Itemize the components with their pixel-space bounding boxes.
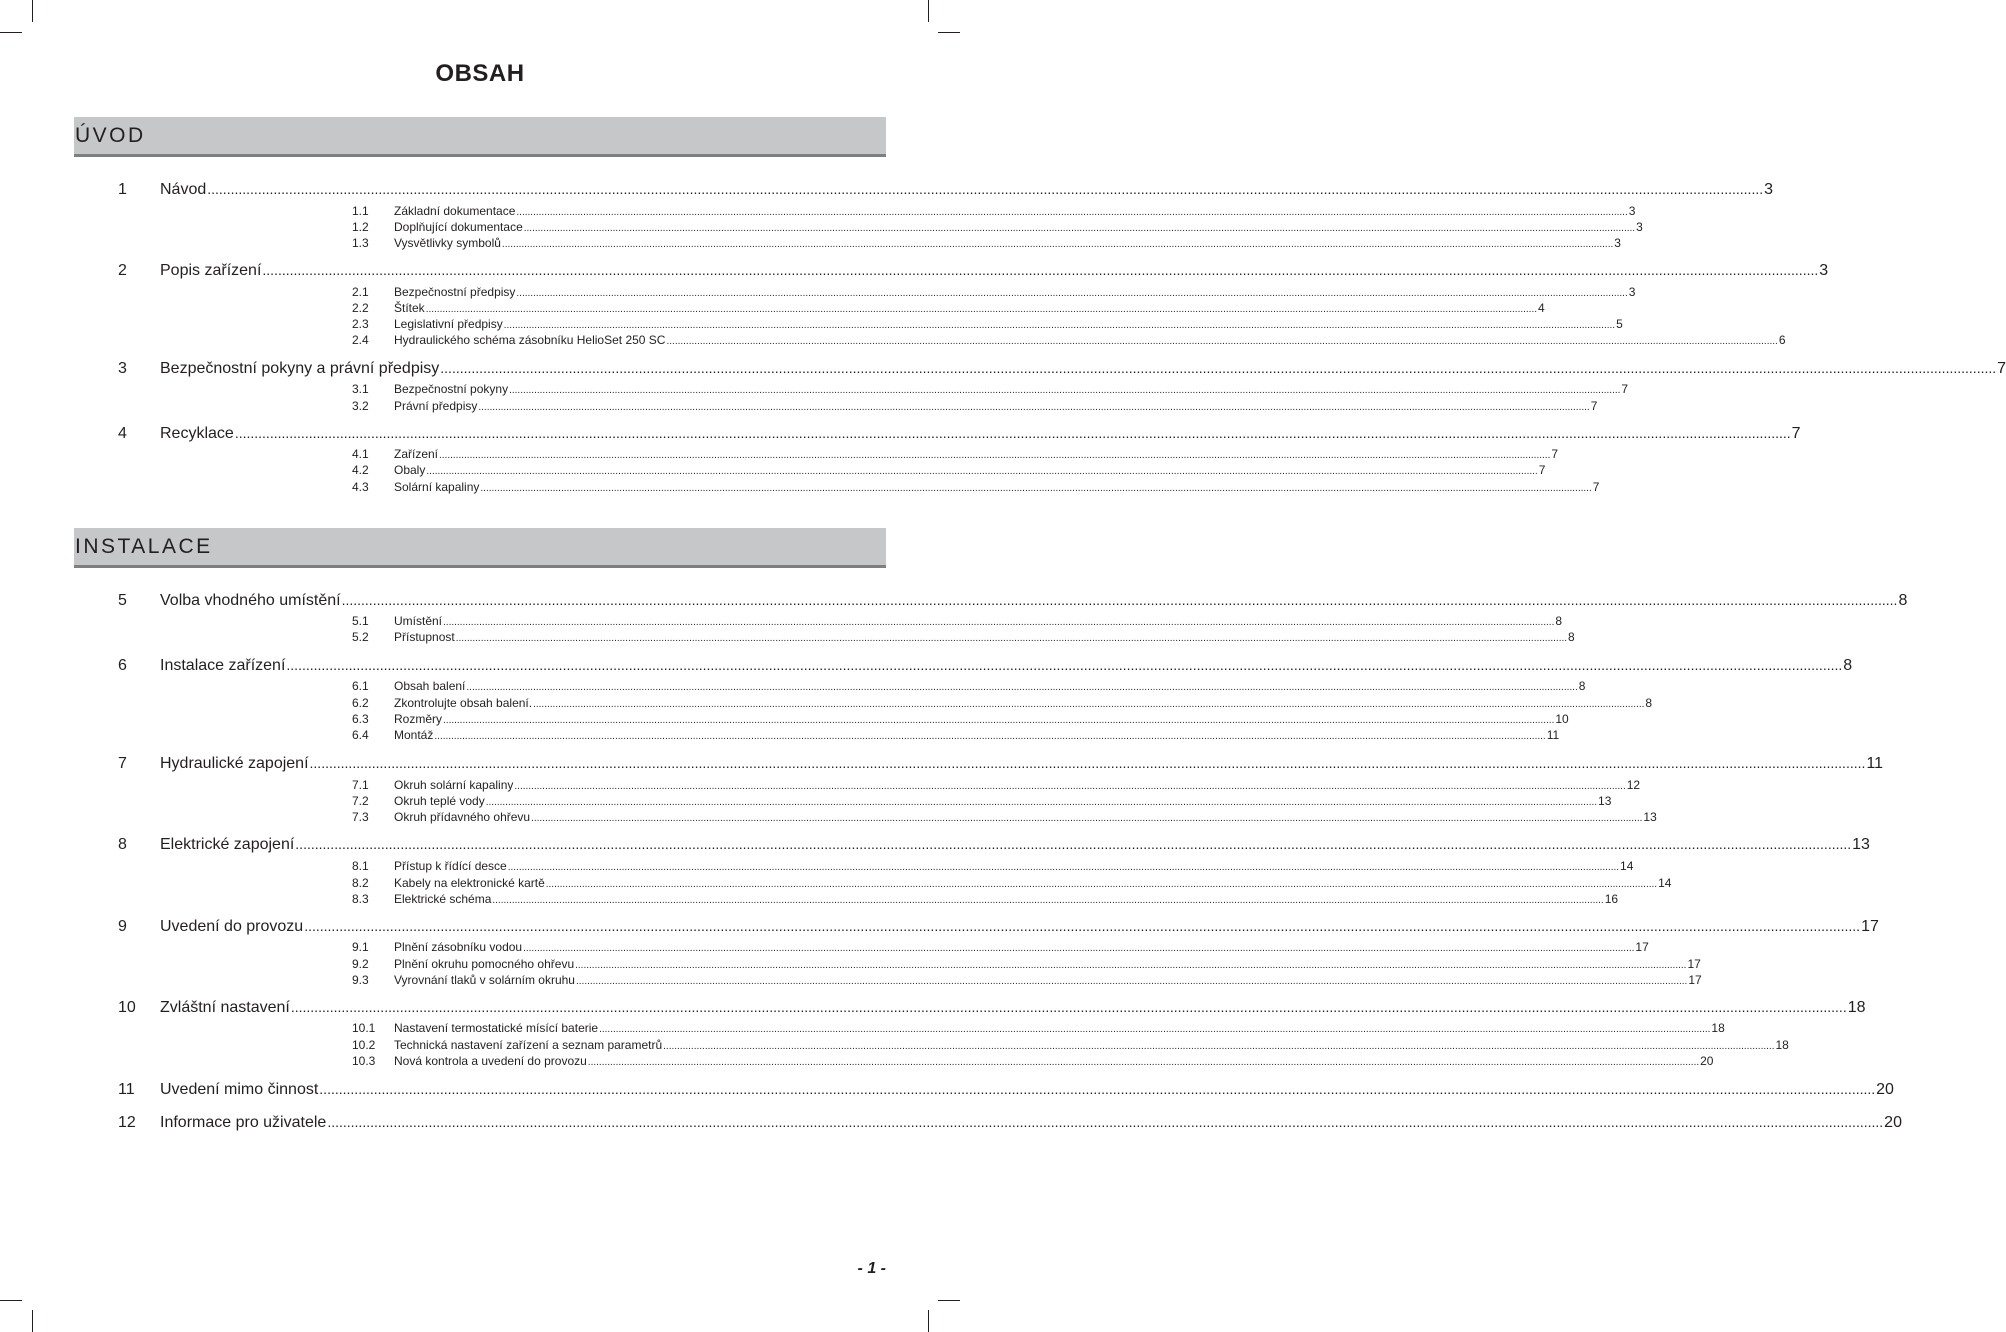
toc-subentry[interactable]: [352, 462, 1546, 478]
toc-entry-number: 6: [118, 657, 127, 674]
toc-subentry[interactable]: [352, 1037, 1789, 1053]
toc-subentry-label: Nová kontrola a uvedení do provozu: [394, 1054, 587, 1068]
toc-entry-page: 20: [1876, 1081, 1894, 1098]
toc-subentry-label: Solární kapaliny: [394, 480, 480, 494]
toc-subentry-number: 1.2: [352, 220, 369, 234]
dot-leader: ................................................................................................................................................................................................................................................................................................................................................................................................................: [531, 813, 1643, 824]
dot-leader: ................................................................................................................................................................................................................................................................................................................................................................................................................: [575, 960, 1687, 971]
toc-subentry[interactable]: [352, 235, 1621, 251]
toc-subentry-label: Plnění okruhu pomocného ohřevu: [394, 957, 575, 971]
toc-entry-page: 7: [1791, 425, 1801, 442]
toc-subentry-label: Zařízení: [394, 447, 439, 461]
toc-subentry-page: 4: [1538, 301, 1545, 315]
dot-leader: ................................................................................................................................................................................................................................................................................................................................................................................................................: [587, 1057, 1700, 1068]
toc-subentry-page: 3: [1614, 236, 1621, 250]
toc-entry-label: Recyklace: [160, 425, 234, 442]
dot-leader: ................................................................................................................................................................................................................................................................................................................................................................................................................: [666, 336, 1778, 347]
toc-subentry-label: Zkontrolujte obsah balení.: [394, 696, 533, 710]
toc-entry-page: 8: [1898, 592, 1908, 609]
dot-leader: ................................................................................................................................................................................................................................................................................................................................................................................................................: [503, 320, 1616, 331]
toc-subentry-label: Bezpečnostní pokyny: [394, 382, 509, 396]
toc-entry-label: Instalace zařízení: [160, 657, 286, 674]
toc-entry-number: 3: [118, 360, 127, 377]
toc-subentry[interactable]: [352, 858, 1634, 874]
toc-entry[interactable]: [118, 916, 1879, 936]
toc-entry-number: 10: [118, 999, 136, 1016]
toc-subentry-page: 7: [1551, 447, 1559, 461]
toc-subentry-label: Technická nastavení zařízení a seznam parametrů: [394, 1038, 663, 1052]
toc-subentry-label: Rozměry: [394, 712, 443, 726]
crop-mark: [0, 32, 22, 33]
toc-entry-page: 20: [1884, 1114, 1902, 1131]
toc-subentry-number: 8.3: [352, 892, 369, 906]
toc-subentry[interactable]: [352, 398, 1598, 414]
toc-subentry-label: Bezpečnostní předpisy: [394, 285, 516, 299]
toc-entry[interactable]: [118, 260, 1829, 280]
toc-subentry-label: Kabely na elektronické kartě: [394, 876, 545, 890]
dot-leader: ................................................................................................................................................................................................................................................................................................................................................................................................................: [516, 207, 1628, 218]
toc-subentry-label: Okruh přídavného ohřevu: [394, 810, 531, 824]
toc-subentry-number: 8.1: [352, 859, 369, 873]
crop-mark: [928, 1310, 929, 1332]
toc-subentry[interactable]: [352, 939, 1649, 955]
dot-leader: ................................................................................................................................................................................................................................................................................................................................................................................................................: [516, 288, 1628, 299]
toc-subentry-number: 4.2: [352, 463, 369, 477]
crop-mark: [928, 0, 929, 22]
toc-subentry[interactable]: [352, 695, 1653, 711]
toc-entry-page: 7: [1997, 360, 2006, 377]
toc-subentry-page: 8: [1578, 679, 1586, 693]
toc-subentry-page: 18: [1711, 1021, 1725, 1035]
toc-entry-number: 8: [118, 836, 127, 853]
dot-leader: ................................................................................................................................................................................................................................................................................................................................................................................................................: [327, 1114, 1884, 1130]
toc-subentry[interactable]: [352, 381, 1629, 397]
toc-entry-label: Volba vhodného umístění: [160, 592, 341, 609]
toc-subentry-number: 6.2: [352, 696, 369, 710]
toc-subentry-number: 5.1: [352, 614, 369, 628]
crop-mark: [32, 1310, 33, 1332]
toc-subentry-number: 2.4: [352, 333, 369, 347]
toc-subentry-page: 17: [1635, 940, 1649, 954]
toc-subentry-page: 7: [1592, 480, 1600, 494]
toc-subentry-number: 9.1: [352, 940, 369, 954]
toc-subentry-number: 10.2: [352, 1038, 376, 1052]
toc-subentry-page: 10: [1555, 712, 1569, 726]
dot-leader: ................................................................................................................................................................................................................................................................................................................................................................................................................: [492, 895, 1604, 906]
toc-subentry-number: 2.3: [352, 317, 369, 331]
toc-subentry[interactable]: [352, 219, 1643, 235]
toc-subentry-label: Přístupnost: [394, 630, 455, 644]
section-heading: INSTALACE: [75, 535, 213, 558]
toc-entry-number: 12: [118, 1114, 136, 1131]
dot-leader: ................................................................................................................................................................................................................................................................................................................................................................................................................: [501, 239, 1614, 250]
toc-subentry-label: Doplňující dokumentace: [394, 220, 523, 234]
toc-subentry-label: Základní dokumentace: [394, 204, 516, 218]
toc-entry-number: 4: [118, 425, 127, 442]
toc-subentry-label: Vysvětlivky symbolů: [394, 236, 501, 250]
toc-entry-number: 2: [118, 262, 127, 279]
dot-leader: ................................................................................................................................................................................................................................................................................................................................................................................................................: [319, 1081, 1876, 1097]
toc-subentry-label: Montáž: [394, 728, 434, 742]
toc-subentry[interactable]: [352, 203, 1636, 219]
toc-subentry-number: 7.3: [352, 810, 369, 824]
toc-subentry-number: 9.3: [352, 973, 369, 987]
dot-leader: ................................................................................................................................................................................................................................................................................................................................................................................................................: [425, 304, 1538, 315]
dot-leader: ................................................................................................................................................................................................................................................................................................................................................................................................................: [514, 781, 1626, 792]
page-number: - 1 -: [857, 1260, 886, 1277]
toc-subentry-page: 13: [1643, 810, 1657, 824]
toc-subentry-page: 20: [1700, 1054, 1714, 1068]
toc-subentry-number: 2.2: [352, 301, 369, 315]
toc-subentry-number: 6.3: [352, 712, 369, 726]
toc-subentry[interactable]: [352, 956, 1701, 972]
dot-leader: ................................................................................................................................................................................................................................................................................................................................................................................................................: [485, 797, 1598, 808]
toc-subentry-number: 7.2: [352, 794, 369, 808]
toc-entry-page: 13: [1852, 836, 1870, 853]
section-heading: ÚVOD: [75, 124, 146, 147]
toc-subentry[interactable]: [352, 1020, 1725, 1036]
toc-subentry-page: 7: [1538, 463, 1546, 477]
toc-entry[interactable]: [118, 655, 1853, 675]
toc-entry-page: 3: [1819, 262, 1829, 279]
toc-entry[interactable]: [118, 1112, 1902, 1132]
toc-subentry-page: 8: [1555, 614, 1563, 628]
dot-leader: ................................................................................................................................................................................................................................................................................................................................................................................................................: [478, 402, 1590, 413]
toc-subentry-number: 7.1: [352, 778, 369, 792]
toc-subentry[interactable]: [352, 629, 1575, 645]
page-title: OBSAH: [435, 60, 525, 87]
toc-subentry-page: 17: [1688, 973, 1702, 987]
toc-subentry-page: 12: [1626, 778, 1641, 792]
toc-subentry-page: 8: [1645, 696, 1653, 710]
dot-leader: ................................................................................................................................................................................................................................................................................................................................................................................................................: [434, 731, 1546, 742]
toc-subentry[interactable]: [352, 809, 1657, 825]
toc-entry-number: 11: [118, 1081, 135, 1098]
toc-entry-page: 18: [1847, 999, 1866, 1016]
toc-subentry[interactable]: [352, 793, 1612, 809]
toc-subentry-page: 14: [1658, 876, 1672, 890]
section-band: [74, 117, 886, 157]
toc-subentry[interactable]: [352, 284, 1636, 300]
toc-subentry-page: 3: [1628, 204, 1636, 218]
dot-leader: ................................................................................................................................................................................................................................................................................................................................................................................................................: [545, 879, 1658, 890]
dot-leader: ................................................................................................................................................................................................................................................................................................................................................................................................................: [480, 483, 1592, 494]
toc-subentry[interactable]: [352, 875, 1672, 891]
toc-subentry-page: 13: [1598, 794, 1612, 808]
toc-subentry-page: 3: [1628, 285, 1636, 299]
toc-entry-label: Bezpečnostní pokyny a právní předpisy: [160, 360, 440, 377]
toc-subentry-label: Plnění zásobníku vodou: [394, 940, 523, 954]
toc-subentry-label: Obsah balení: [394, 679, 466, 693]
toc-entry-label: Hydraulické zapojení: [160, 755, 309, 772]
dot-leader: ................................................................................................................................................................................................................................................................................................................................................................................................................: [440, 360, 1997, 376]
toc-subentry-label: Obaly: [394, 463, 426, 477]
toc-subentry-page: 7: [1590, 399, 1598, 413]
toc-subentry-label: Vyrovnání tlaků v solárním okruhu: [394, 973, 575, 987]
toc-subentry[interactable]: [352, 613, 1563, 629]
dot-leader: ................................................................................................................................................................................................................................................................................................................................................................................................................: [207, 181, 1764, 197]
toc-subentry-label: Okruh solární kapaliny: [394, 778, 514, 792]
toc-entry-label: Informace pro uživatele: [160, 1114, 327, 1131]
toc-subentry[interactable]: [352, 1053, 1714, 1069]
dot-leader: ................................................................................................................................................................................................................................................................................................................................................................................................................: [509, 385, 1621, 396]
toc-entry[interactable]: [118, 423, 1801, 443]
dot-leader: ................................................................................................................................................................................................................................................................................................................................................................................................................: [663, 1041, 1775, 1052]
dot-leader: ................................................................................................................................................................................................................................................................................................................................................................................................................: [262, 262, 1819, 278]
toc-subentry[interactable]: [352, 727, 1560, 743]
dot-leader: ................................................................................................................................................................................................................................................................................................................................................................................................................: [426, 466, 1538, 477]
toc-subentry-number: 4.1: [352, 447, 369, 461]
toc-entry[interactable]: [118, 753, 1883, 773]
toc-subentry-label: Umístění: [394, 614, 443, 628]
dot-leader: ................................................................................................................................................................................................................................................................................................................................................................................................................: [533, 699, 1645, 710]
toc-entry-label: Návod: [160, 181, 207, 198]
toc-entry-number: 9: [118, 918, 127, 935]
toc-subentry-label: Nastavení termostatické mísící baterie: [394, 1021, 599, 1035]
dot-leader: ................................................................................................................................................................................................................................................................................................................................................................................................................: [523, 223, 1636, 234]
crop-mark: [938, 1300, 960, 1301]
crop-mark: [32, 0, 33, 22]
toc-subentry-number: 6.4: [352, 728, 369, 742]
toc-subentry[interactable]: [352, 678, 1586, 694]
toc-subentry[interactable]: [352, 332, 1786, 348]
toc-entry[interactable]: [118, 590, 1908, 610]
dot-leader: ................................................................................................................................................................................................................................................................................................................................................................................................................: [309, 755, 1866, 771]
dot-leader: ................................................................................................................................................................................................................................................................................................................................................................................................................: [575, 976, 1688, 987]
dot-leader: ................................................................................................................................................................................................................................................................................................................................................................................................................: [507, 862, 1620, 873]
toc-subentry[interactable]: [352, 891, 1619, 907]
crop-mark: [0, 1300, 22, 1301]
toc-entry-number: 5: [118, 592, 127, 609]
toc-subentry-page: 18: [1775, 1038, 1789, 1052]
section-band: [74, 528, 886, 568]
dot-leader: ................................................................................................................................................................................................................................................................................................................................................................................................................: [439, 450, 1551, 461]
toc-subentry-number: 5.2: [352, 630, 369, 644]
toc-subentry-page: 5: [1616, 317, 1623, 331]
toc-subentry-page: 17: [1687, 957, 1701, 971]
toc-entry-page: 11: [1866, 755, 1883, 772]
toc-subentry[interactable]: [352, 446, 1559, 462]
toc-subentry[interactable]: [352, 479, 1600, 495]
toc-entry-number: 7: [118, 755, 127, 772]
toc-subentry-label: Elektrické schéma: [394, 892, 492, 906]
toc-subentry-page: 7: [1621, 382, 1629, 396]
toc-entry-label: Elektrické zapojení: [160, 836, 295, 853]
toc-subentry-label: Okruh teplé vody: [394, 794, 485, 808]
dot-leader: ................................................................................................................................................................................................................................................................................................................................................................................................................: [443, 715, 1555, 726]
toc-entry[interactable]: [118, 997, 1866, 1017]
dot-leader: ................................................................................................................................................................................................................................................................................................................................................................................................................: [234, 425, 1791, 441]
toc-subentry-number: 6.1: [352, 679, 369, 693]
toc-subentry-number: 4.3: [352, 480, 369, 494]
toc-entry-number: 1: [118, 181, 127, 198]
toc-subentry-number: 8.2: [352, 876, 369, 890]
toc-entry-page: 3: [1764, 181, 1774, 198]
toc-subentry-label: Legislativní předpisy: [394, 317, 503, 331]
dot-leader: ................................................................................................................................................................................................................................................................................................................................................................................................................: [443, 617, 1555, 628]
dot-leader: ................................................................................................................................................................................................................................................................................................................................................................................................................: [523, 943, 1635, 954]
toc-subentry-number: 3.2: [352, 399, 369, 413]
dot-leader: ................................................................................................................................................................................................................................................................................................................................................................................................................: [304, 918, 1861, 934]
toc-entry-label: Uvedení do provozu: [160, 918, 304, 935]
toc-subentry-label: Hydraulického schéma zásobníku HelioSet 250 SC: [394, 333, 666, 347]
toc-subentry-page: 8: [1568, 630, 1575, 644]
toc-subentry[interactable]: [352, 972, 1702, 988]
dot-leader: ................................................................................................................................................................................................................................................................................................................................................................................................................: [290, 999, 1847, 1015]
dot-leader: ................................................................................................................................................................................................................................................................................................................................................................................................................: [466, 682, 1578, 693]
toc-subentry-number: 2.1: [352, 285, 369, 299]
toc-entry-label: Popis zařízení: [160, 262, 262, 279]
toc-entry[interactable]: [118, 358, 2006, 378]
toc-subentry-page: 11: [1546, 728, 1560, 742]
toc-subentry[interactable]: [352, 316, 1623, 332]
toc-subentry-label: Přístup k řídící desce: [394, 859, 507, 873]
toc-subentry-label: Štítek: [394, 301, 425, 315]
toc-subentry-page: 14: [1620, 859, 1634, 873]
dot-leader: ................................................................................................................................................................................................................................................................................................................................................................................................................: [341, 592, 1898, 608]
toc-subentry-label: Právní předpisy: [394, 399, 478, 413]
toc-entry-page: 17: [1861, 918, 1879, 935]
toc-subentry-page: 6: [1778, 333, 1786, 347]
toc-subentry-number: 1.3: [352, 236, 369, 250]
toc-entry[interactable]: [118, 179, 1774, 199]
toc-entry-page: 8: [1843, 657, 1853, 674]
toc-subentry-number: 9.2: [352, 957, 369, 971]
crop-mark: [938, 32, 960, 33]
dot-leader: ................................................................................................................................................................................................................................................................................................................................................................................................................: [295, 836, 1852, 852]
toc-entry-label: Zvláštní nastavení: [160, 999, 290, 1016]
toc-subentry-page: 3: [1636, 220, 1643, 234]
toc-subentry[interactable]: [352, 711, 1569, 727]
dot-leader: ................................................................................................................................................................................................................................................................................................................................................................................................................: [455, 633, 1568, 644]
toc-subentry-page: 16: [1604, 892, 1619, 906]
toc-subentry-number: 1.1: [352, 204, 369, 218]
toc-subentry-number: 3.1: [352, 382, 369, 396]
toc-entry[interactable]: [118, 834, 1870, 854]
toc-entry[interactable]: [118, 1079, 1894, 1099]
toc-subentry[interactable]: [352, 777, 1641, 793]
toc-subentry[interactable]: [352, 300, 1545, 316]
toc-entry-label: Uvedení mimo činnost: [160, 1081, 319, 1098]
dot-leader: ................................................................................................................................................................................................................................................................................................................................................................................................................: [286, 657, 1843, 673]
toc-subentry-number: 10.1: [352, 1021, 376, 1035]
toc-subentry-number: 10.3: [352, 1054, 376, 1068]
dot-leader: ................................................................................................................................................................................................................................................................................................................................................................................................................: [599, 1024, 1711, 1035]
